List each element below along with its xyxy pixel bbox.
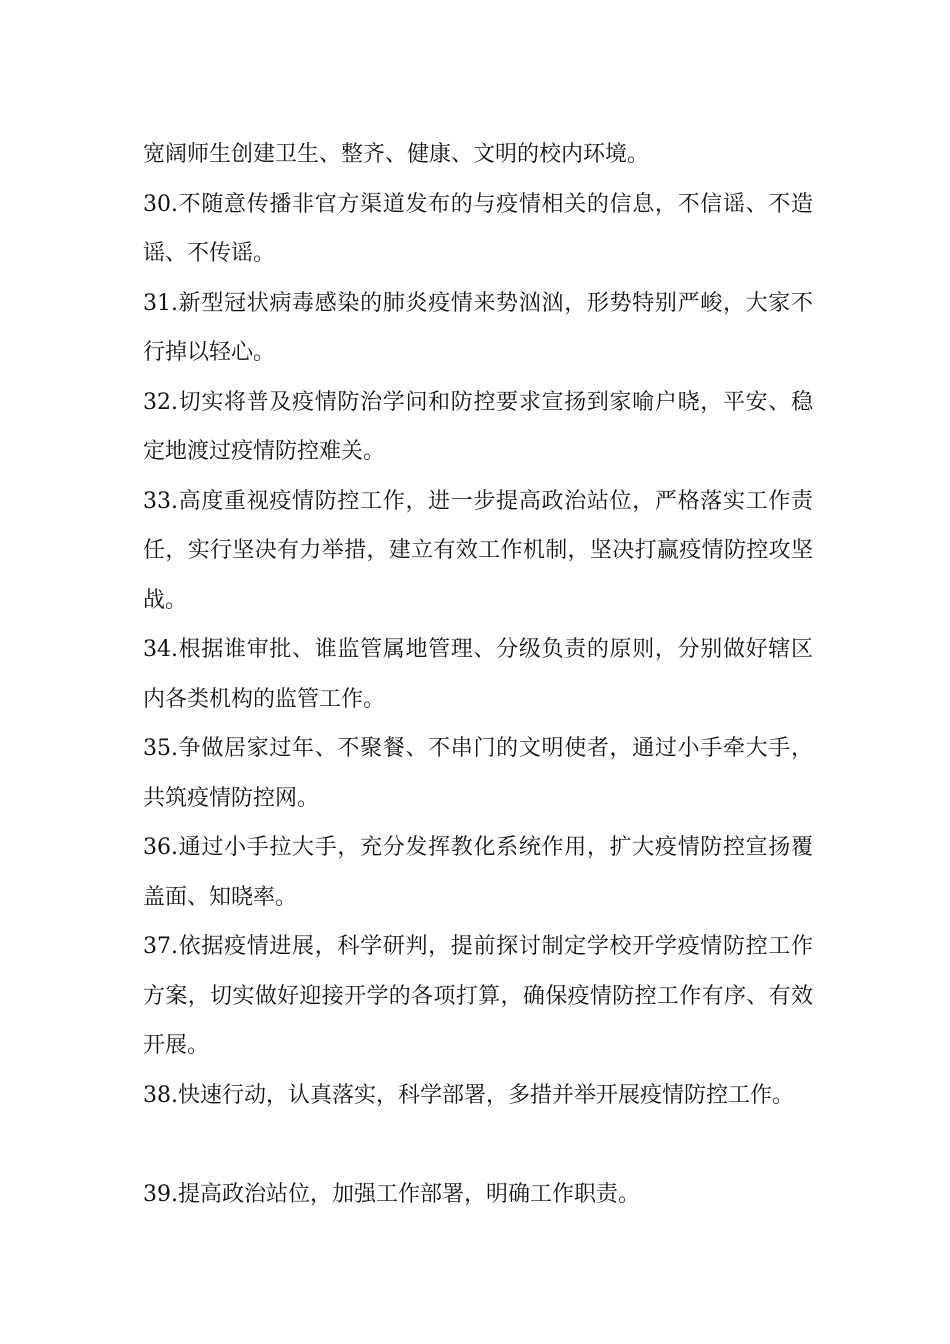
paragraph-30: 30.不随意传播非官方渠道发布的与疫情相关的信息，不信谣、不造谣、不传谣。 <box>143 191 813 266</box>
document-body <box>143 130 813 1219</box>
paragraph-34: 34.根据谁审批、谁监管属地管理、分级负责的原则，分别做好辖区内各类机构的监管工作。 <box>143 637 813 712</box>
paragraph-33: 33.高度重视疫情防控工作，进一步提高政治站位，严格落实工作责任，实行坚决有力举措，建立有效工作机制，坚决打赢疫情防控攻坚战。 <box>143 488 813 613</box>
paragraph-32: 32.切实将普及疫情防治学问和防控要求宣扬到家喻户晓，平安、稳定地渡过疫情防控难关。 <box>143 389 813 464</box>
paragraph-36: 36.通过小手拉大手，充分发挥教化系统作用，扩大疫情防控宣扬覆盖面、知晓率。 <box>143 835 813 910</box>
paragraph-31: 31.新型冠状病毒感染的肺炎疫情来势汹汹，形势特别严峻，大家不行掉以轻心。 <box>143 290 813 365</box>
paragraph-39: 39.提高政治站位，加强工作部署，明确工作职责。 <box>143 1181 640 1207</box>
blank-line <box>143 1120 813 1170</box>
paragraph-35: 35.争做居家过年、不聚餐、不串门的文明使者，通过小手牵大手，共筑疫情防控网。 <box>143 736 813 811</box>
paragraph-continuation: 宽阔师生创建卫生、整齐、健康、文明的校内环境。 <box>143 142 650 167</box>
paragraph-37: 37.依据疫情进展，科学研判，提前探讨制定学校开学疫情防控工作方案，切实做好迎接开学的各项打算，确保疫情防控工作有序、有效开展。 <box>143 934 813 1058</box>
paragraph-38: 38.快速行动，认真落实，科学部署，多措并举开展疫情防控工作。 <box>143 1082 794 1108</box>
